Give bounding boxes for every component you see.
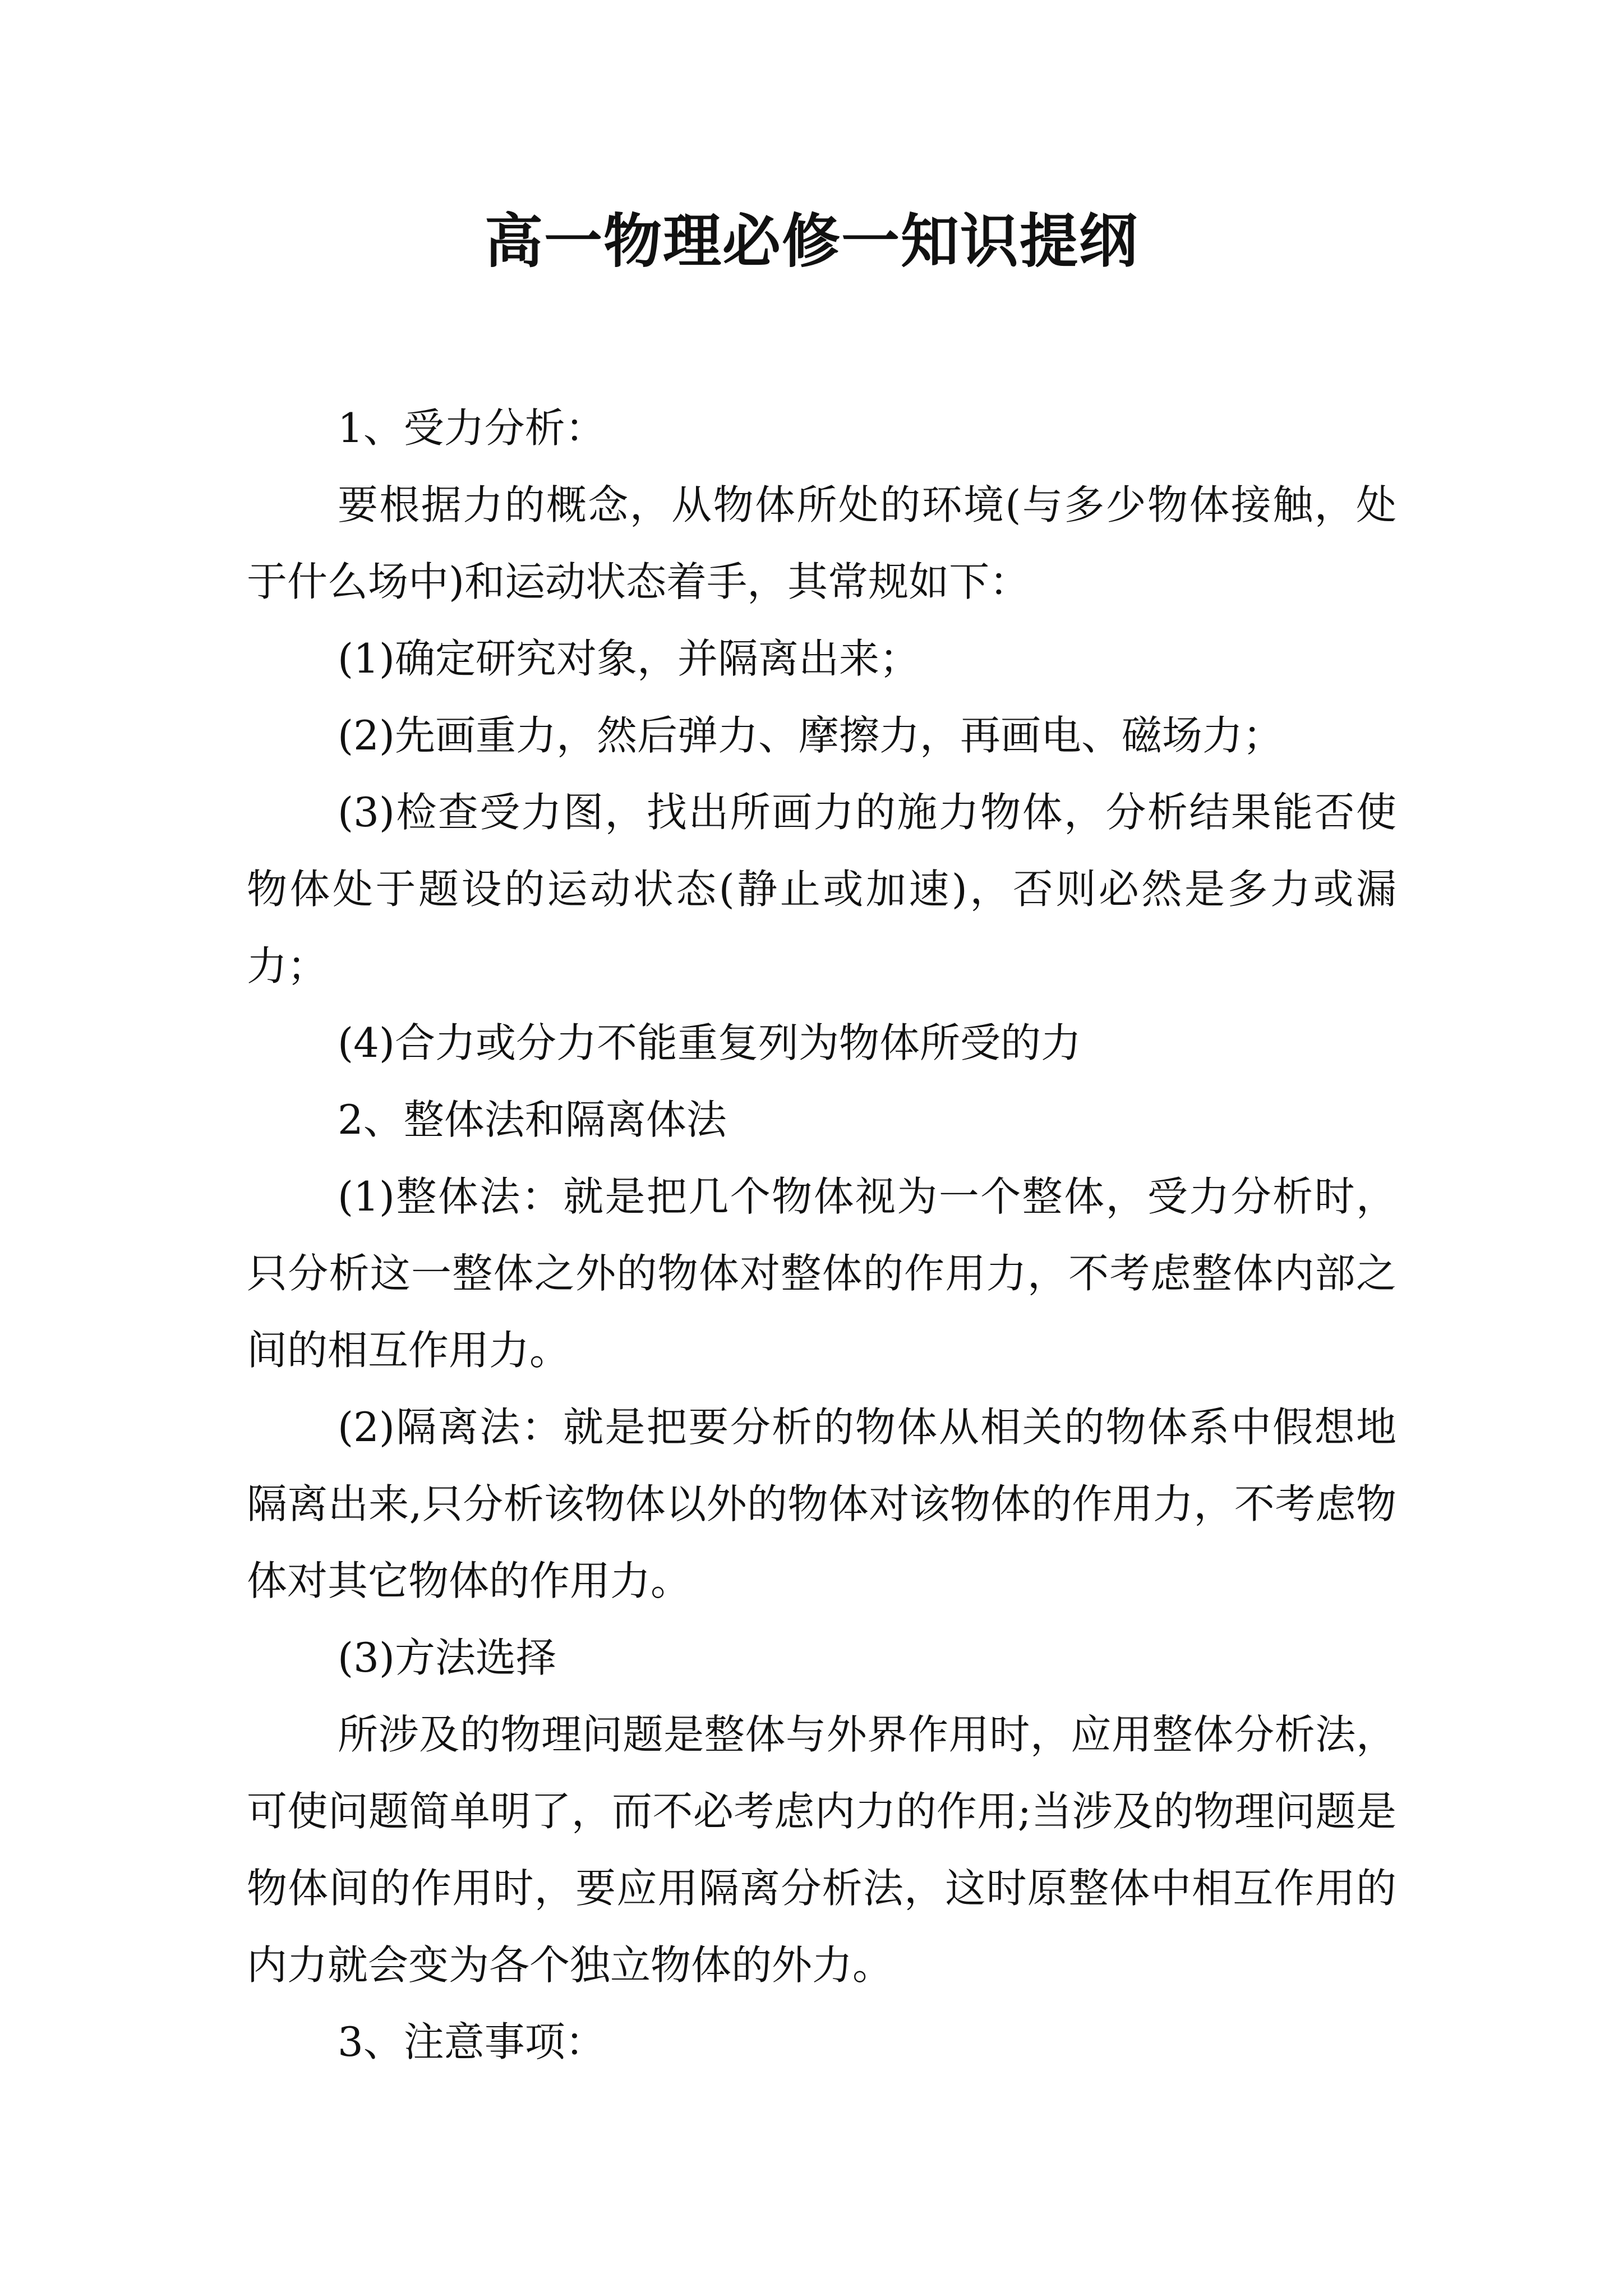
- list-item: (1)整体法：就是把几个物体视为一个整体，受力分析时，只分析这一整体之外的物体对整体的作用力，不考虑整体内部之间的相互作用力。: [247, 1173, 1396, 1374]
- list-item: (4)合力或分力不能重复列为物体所受的力: [338, 1019, 1081, 1066]
- page-title: 高一物理必修一知识提纲: [484, 207, 1138, 275]
- document-body: [247, 390, 1396, 2081]
- list-item: (3)检查受力图，找出所画力的施力物体，分析结果能否使物体处于题设的运动状态(静止或加速)，否则必然是多力或漏力；: [247, 789, 1396, 990]
- paragraph: 所涉及的物理问题是整体与外界作用时，应用整体分析法，可使问题简单明了，而不必考虑内力的作用;当涉及的物理问题是物体间的作用时，要应用隔离分析法，这时原整体中相互作用的内力就会变为各个独立物体的外力。: [247, 1711, 1396, 1989]
- section-heading: 2、整体法和隔离体法: [338, 1096, 727, 1143]
- section-heading: 3、注意事项：: [338, 2018, 606, 2065]
- section-heading: 1、受力分析：: [338, 404, 606, 452]
- list-item: (3)方法选择: [338, 1634, 556, 1681]
- list-item: (2)先画重力，然后弹力、摩擦力，再画电、磁场力；: [338, 712, 1283, 759]
- list-item: (1)确定研究对象，并隔离出来；: [338, 635, 920, 682]
- paragraph: 要根据力的概念，从物体所处的环境(与多少物体接触，处于什么场中)和运动状态着手，其常规如下：: [247, 481, 1396, 605]
- list-item: (2)隔离法：就是把要分析的物体从相关的物体系中假想地隔离出来,只分析该物体以外的物体对该物体的作用力，不考虑物体对其它物体的作用力。: [247, 1404, 1396, 1604]
